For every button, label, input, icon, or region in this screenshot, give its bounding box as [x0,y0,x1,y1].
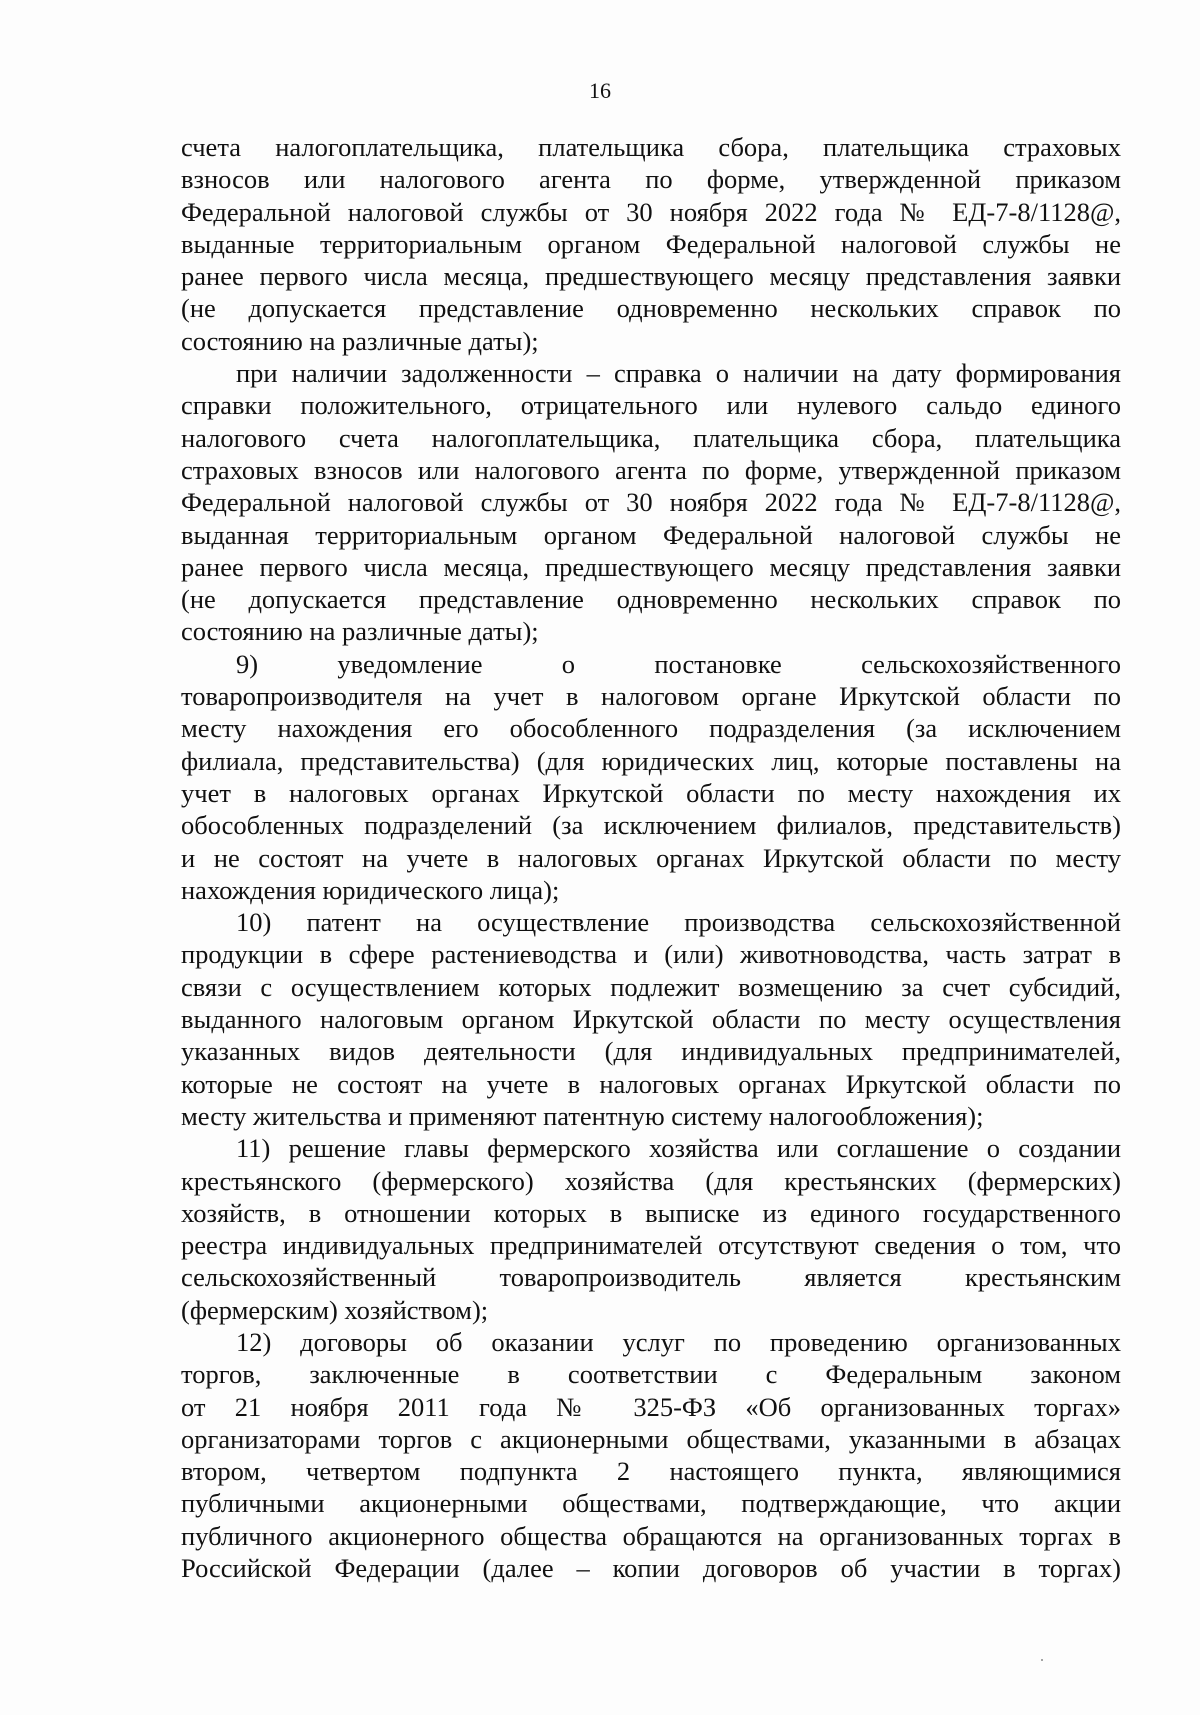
text-line: 11) решение главы фермерского хозяйства или соглашение о создании [236,1133,1121,1164]
text-line: нахождения юридического лица); [181,874,560,905]
text-line: сельскохозяйственный товаропроизводитель является крестьянским [181,1262,1121,1293]
paragraph [181,131,1121,357]
text-line: публичными акционерными обществами, подтверждающие, что акции [181,1488,1121,1519]
text-line: крестьянского (фермерского) хозяйства (для крестьянских (фермерских) [181,1165,1121,1196]
text-line: Федеральной налоговой службы от 30 ноября 2022 года № ЕД-7-8/1128@, [181,196,1121,227]
text-line: месту жительства и применяют патентную систему налогообложения); [181,1100,984,1131]
text-line: налогового счета налогоплательщика, плательщика сбора, плательщика [181,422,1121,453]
text-line: ранее первого числа месяца, предшествующего месяцу представления заявки [181,551,1121,582]
text-line: хозяйств, в отношении которых в выписке из единого государственного [181,1197,1121,1228]
text-line: Российской Федерации (далее – копии договоров об участии в торгах) [181,1553,1121,1584]
text-line: выданного налоговым органом Иркутской области по месту осуществления [181,1004,1121,1035]
text-line: (не допускается представление одновременно нескольких справок по [181,293,1121,324]
text-line: филиала, представительства) (для юридических лиц, которые поставлены на [181,745,1121,776]
text-line: 12) договоры об оказании услуг по проведению организованных [236,1326,1121,1357]
text-line: указанных видов деятельности (для индивидуальных предпринимателей, [181,1036,1121,1067]
text-line: (не допускается представление одновременно нескольких справок по [181,584,1121,615]
text-line: при наличии задолженности – справка о наличии на дату формирования [236,358,1121,389]
paragraph [181,906,1121,1132]
page-number: 16 [589,78,611,103]
scan-speck [1041,1659,1043,1661]
text-line: товаропроизводителя на учет в налоговом органе Иркутской области по [181,681,1121,712]
text-line: месту нахождения его обособленного подразделения (за исключением [181,713,1121,744]
text-line: организаторами торгов с акционерными обществами, указанными в абзацах [181,1423,1121,1454]
text-line: публичного акционерного общества обращаются на организованных торгах в [181,1520,1121,1551]
paragraph [181,1326,1121,1584]
text-line: Федеральной налоговой службы от 30 ноября 2022 года № ЕД-7-8/1128@, [181,487,1121,518]
text-line: выданная территориальным органом Федеральной налоговой службы не [181,519,1121,550]
paragraph [181,357,1121,648]
text-line: торгов, заключенные в соответствии с Федеральным законом [181,1359,1121,1390]
paragraph [181,1132,1121,1326]
text-line: втором, четвертом подпункта 2 настоящего пункта, являющимися [181,1456,1121,1487]
text-line: связи с осуществлением которых подлежит возмещению за счет субсидий, [181,971,1121,1002]
text-line: от 21 ноября 2011 года № 325-ФЗ «Об организованных торгах» [181,1391,1121,1422]
text-line: и не состоят на учете в налоговых органах Иркутской области по месту [181,842,1121,873]
text-line: выданные территориальным органом Федеральной налоговой службы не [181,228,1121,259]
text-line: взносов или налогового агента по форме, утвержденной приказом [181,164,1121,195]
text-line: 10) патент на осуществление производства сельскохозяйственной [236,907,1121,938]
text-line: состоянию на различные даты); [181,616,539,647]
text-line: счета налогоплательщика, плательщика сбора, плательщика страховых [181,132,1121,162]
text-line: 9) уведомление о постановке сельскохозяйственного [236,648,1121,679]
text-line: которые не состоят на учете в налоговых органах Иркутской области по [181,1068,1121,1099]
text-line: (фермерским) хозяйством); [181,1294,489,1325]
text-line: страховых взносов или налогового агента по форме, утвержденной приказом [181,454,1121,485]
text-line: обособленных подразделений (за исключением филиалов, представительств) [181,810,1121,841]
text-line: реестра индивидуальных предпринимателей отсутствуют сведения о том, что [181,1230,1121,1261]
document-body [181,131,1121,1584]
text-line: справки положительного, отрицательного или нулевого сальдо единого [181,390,1121,421]
text-line: состоянию на различные даты); [181,325,539,356]
text-line: продукции в сфере растениеводства и (или) животноводства, часть затрат в [181,939,1121,970]
text-line: учет в налоговых органах Иркутской области по месту нахождения их [181,777,1121,808]
paragraph [181,648,1121,906]
text-line: ранее первого числа месяца, предшествующего месяцу представления заявки [181,261,1121,292]
